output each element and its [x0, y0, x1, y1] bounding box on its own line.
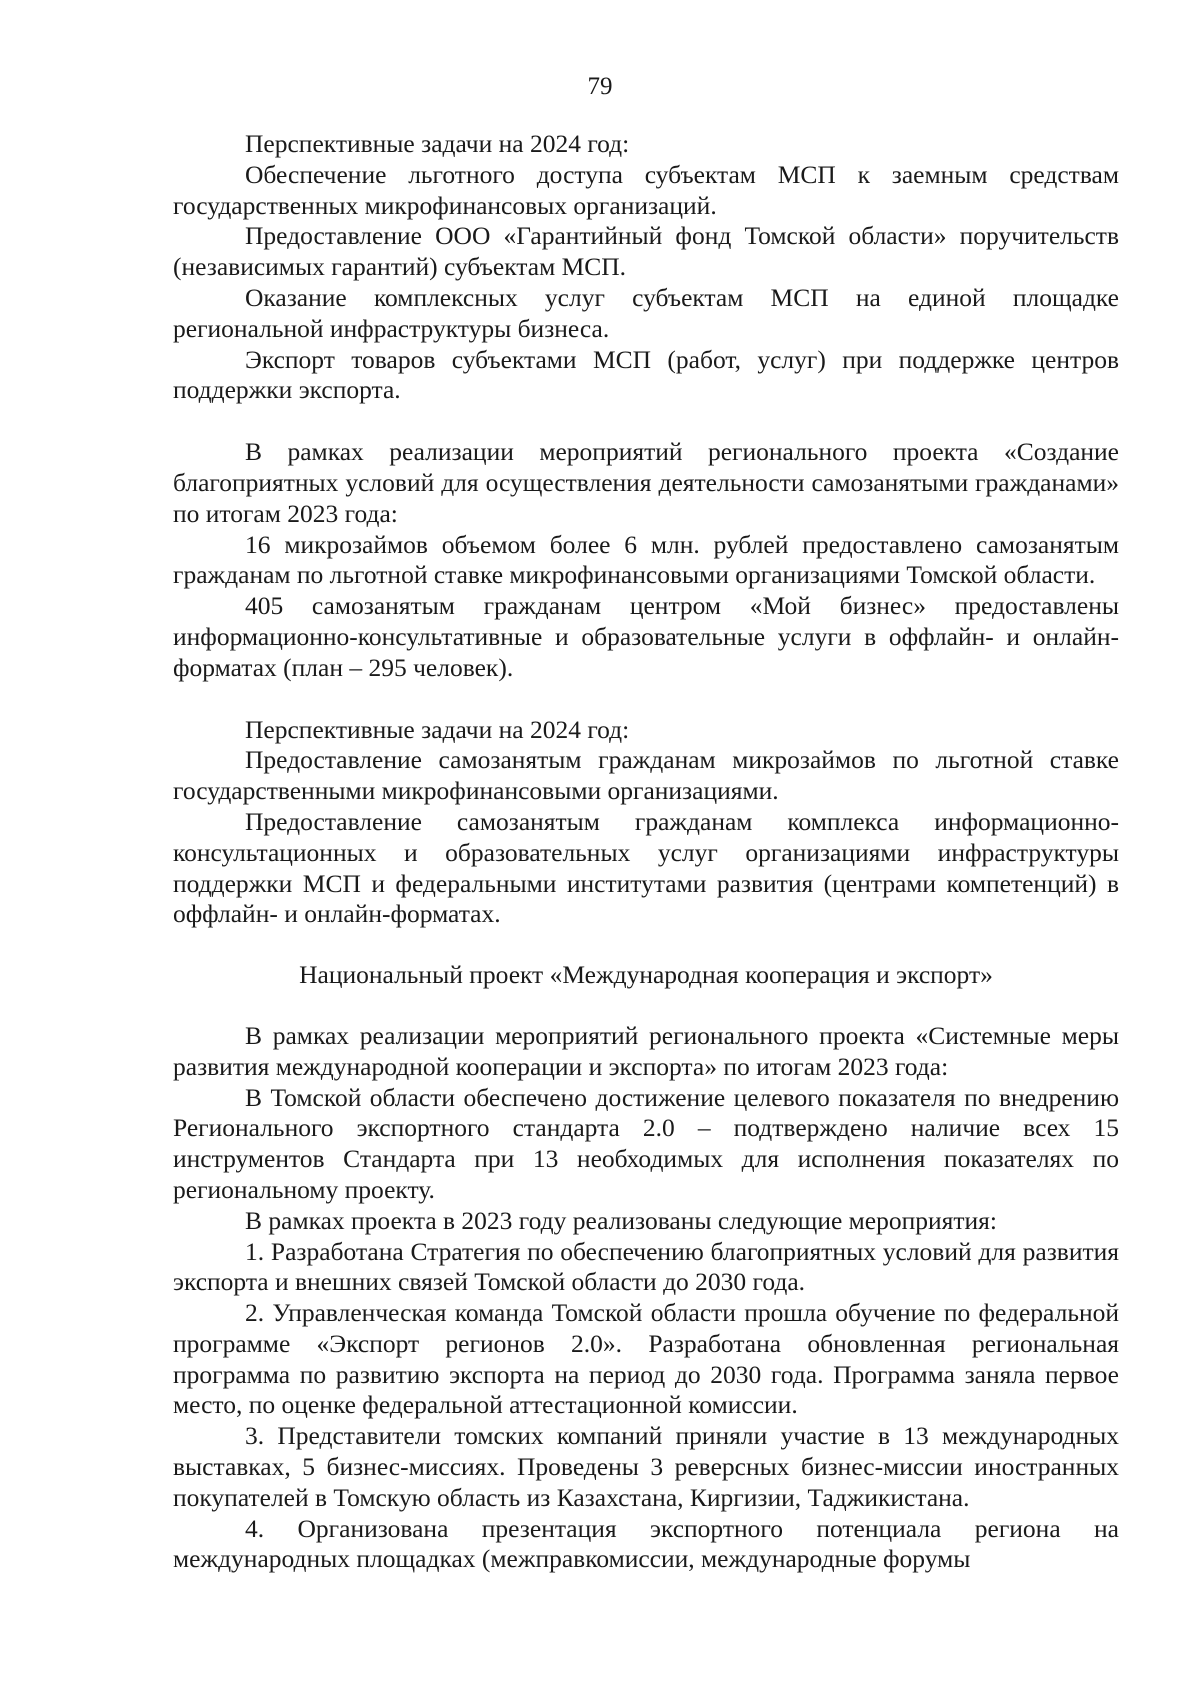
national-project-heading: Национальный проект «Международная кооперация и экспорт» [299, 960, 993, 990]
paragraph-selfemployed-intro: В рамках реализации мероприятий регионального проекта «Создание благоприятных условий для осуществления деятельности самозанятыми гражданами» по итогам 2023 года: [173, 437, 1119, 528]
paragraph: Предоставление самозанятым гражданам комплекса информационно-консультационных и образовательных услуг организациями инфраструктуры поддержки МСП и федеральными институтами развития (центрами компетенций) в оффлайн- и онлайн-форматах. [173, 806, 1119, 929]
list-item: 1. Разработана Стратегия по обеспечению благоприятных условий для развития экспорта и внешних связей Томской области до 2030 года. [173, 1236, 1119, 1297]
paragraph: Экспорт товаров субъектами МСП (работ, услуг) при поддержке центров поддержки экспорта. [173, 344, 1119, 405]
paragraph: Обеспечение льготного доступа субъектам МСП к заемным средствам государственных микрофинансовых организаций. [173, 159, 1119, 220]
list-item: 4. Организована презентация экспортного потенциала региона на международных площадках (межправкомиссии, международные форумы [173, 1513, 1119, 1574]
paragraph: В рамках проекта в 2023 году реализованы следующие мероприятия: [245, 1205, 997, 1235]
section-heading-tasks-2024: Перспективные задачи на 2024 год: [245, 129, 630, 158]
paragraph: Предоставление ООО «Гарантийный фонд Томской области» поручительств (независимых гарантий) субъектам МСП. [173, 221, 1119, 282]
list-item: 2. Управленческая команда Томской области прошла обучение по федеральной программе «Экспорт регионов 2.0». Разработана обновленная региональная программа по развитию экспорта на период до 2030 года. Программа заняла первое место, по оценке федеральной аттестационной комиссии. [173, 1298, 1119, 1420]
list-item: 3. Представители томских компаний приняли участие в 13 международных выставках, 5 бизнес-миссиях. Проведены 3 реверсных бизнес-миссии иностранных покупателей в Томскую область из Казахстана, Киргизии, Таджикистана. [173, 1421, 1119, 1512]
paragraph: Предоставление самозанятым гражданам микрозаймов по льготной ставке государственными микрофинансовыми организациями. [173, 745, 1119, 806]
page-number: 79 [587, 73, 613, 100]
document-body [173, 129, 1119, 1575]
paragraph: 405 самозанятым гражданам центром «Мой бизнес» предоставлены информационно-консультативные и образовательные услуги в оффлайн- и онлайн-форматах (план – 295 человек). [173, 591, 1119, 682]
paragraph-export-intro: В рамках реализации мероприятий регионального проекта «Системные меры развития международной кооперации и экспорта» по итогам 2023 года: [173, 1020, 1119, 1081]
paragraph: 16 микрозаймов объемом более 6 млн. рублей предоставлено самозанятым гражданам по льготной ставке микрофинансовыми организациями Томской области. [173, 529, 1119, 590]
paragraph: Оказание комплексных услуг субъектам МСП на единой площадке региональной инфраструктуры бизнеса. [173, 282, 1119, 343]
section-heading-tasks-2024: Перспективные задачи на 2024 год: [245, 714, 630, 744]
paragraph: В Томской области обеспечено достижение целевого показателя по внедрению Регионального экспортного стандарта 2.0 – подтверждено наличие всех 15 инструментов Стандарта при 13 необходимых для исполнения показателях по региональному проекту. [173, 1082, 1119, 1204]
